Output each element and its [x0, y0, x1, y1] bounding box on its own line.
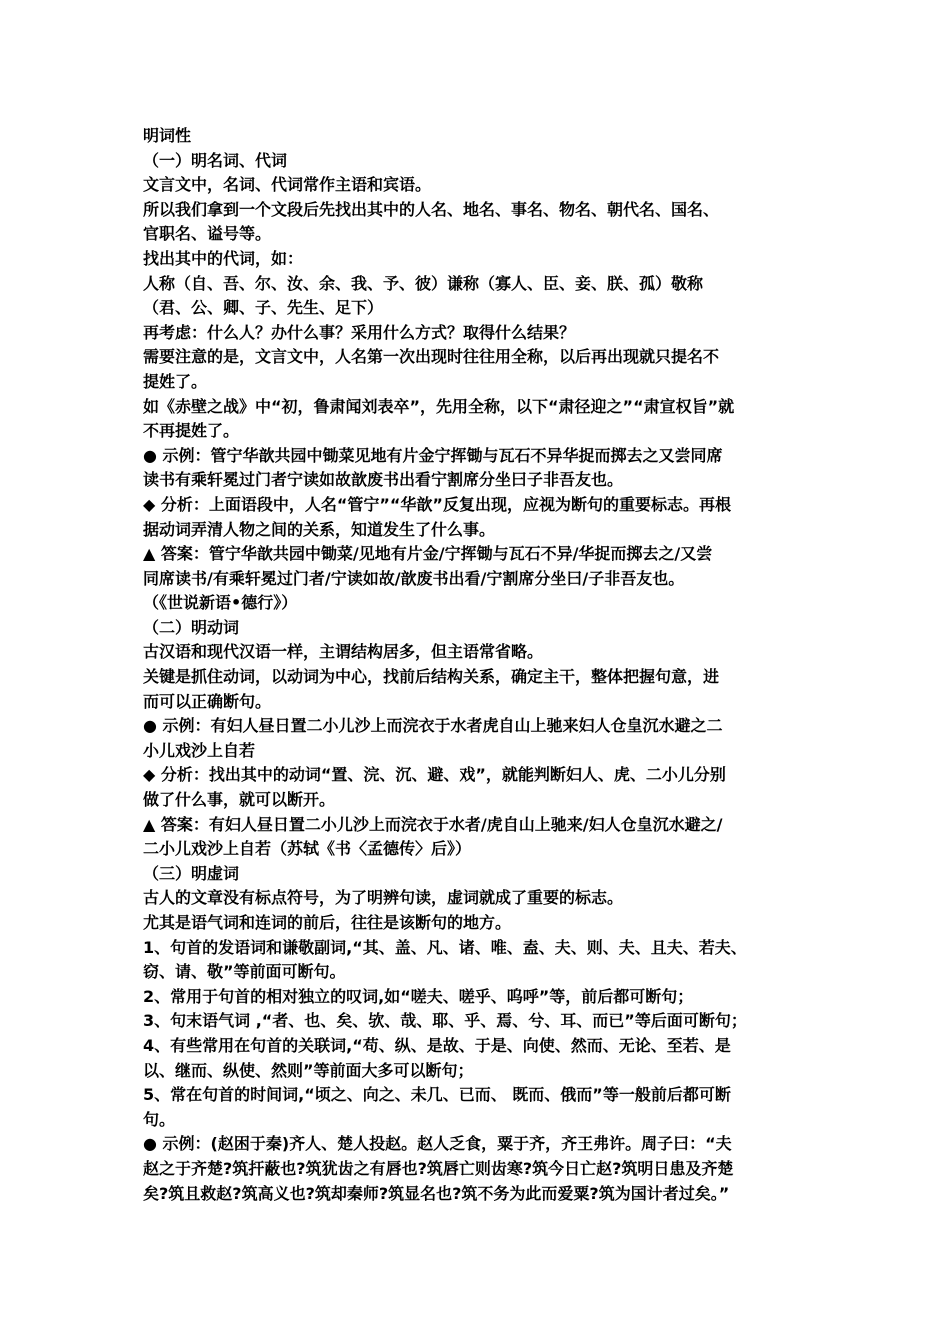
- analysis-line: ◆ 分析：找出其中的动词“置、浣、沉、避、戏”，就能判断妇人、虎、二小儿分别: [143, 765, 726, 785]
- answer-line: 同席读书/有乘轩冕过门者/宁读如故/歆废书出看/宁割席分坐曰/子非吾友也。: [143, 568, 685, 588]
- text-line: 而可以正确断句。: [143, 691, 272, 711]
- text-line: 需要注意的是，文言文中，人名第一次出现时往往用全称，以后再出现就只提名不: [143, 347, 720, 367]
- text-line: （君、公、卿、子、先生、足下）: [143, 298, 384, 318]
- answer-line: ▲ 答案：管宁华歆共园中锄菜/见地有片金/宁挥锄与瓦石不异/华捉而掷去之/又尝: [143, 544, 713, 564]
- list-item: 窃、请、敬”等前面可断句。: [143, 962, 346, 982]
- text-line: 如《赤壁之战》中“初，鲁肃闻刘表卒”，先用全称，以下“肃径迎之”“肃宣权旨”就: [143, 396, 735, 416]
- analysis-line: 据动词弄清人物之间的关系，知道发生了什么事。: [143, 519, 496, 539]
- text-line: 关键是抓住动词，以动词为中心，找前后结构关系，确定主干，整体把握句意，进: [143, 667, 720, 687]
- text-line: 官职名、谥号等。: [143, 224, 272, 244]
- document-page: [143, 124, 819, 1206]
- text-line: 古汉语和现代汉语一样，主谓结构居多，但主语常省略。: [143, 642, 544, 662]
- section-heading-1: （一）明名词、代词: [143, 150, 288, 170]
- section-heading-2: （二）明动词: [143, 617, 240, 637]
- list-item: 1、句首的发语词和谦敬副词,“其、盖、凡、诸、唯、盍、夫、则、夫、且夫、若夫、: [143, 937, 747, 957]
- example-line: ● 示例：(赵困于秦)齐人、楚人投赵。赵人乏食，粟于齐，齐王弗许。周子曰：“夫: [143, 1134, 732, 1154]
- example-line: 小儿戏沙上自若: [143, 740, 256, 760]
- text-line: 古人的文章没有标点符号，为了明辨句读，虚词就成了重要的标志。: [143, 888, 624, 908]
- example-line: 矣?筑且救赵?筑高义也?筑却秦师?筑显名也?筑不务为此而爱粟?筑为国计者过矣。”: [143, 1183, 730, 1203]
- list-item: 3、句末语气词 ,“者、也、矣、欤、哉、耶、乎、焉、兮、耳、而已”等后面可断句；: [143, 1011, 747, 1031]
- example-line: ● 示例：有妇人昼日置二小儿沙上而浣衣于水者虎自山上驰来妇人仓皇沉水避之二: [143, 716, 723, 736]
- text-line: 找出其中的代词，如：: [143, 248, 304, 268]
- doc-title: 明词性: [143, 126, 192, 145]
- text-line: 文言文中，名词、代词常作主语和宾语。: [143, 175, 432, 195]
- list-item: 5、常在句首的时间词,“顷之、向之、未几、已而、 既而、俄而”等一般前后都可断: [143, 1085, 731, 1105]
- list-item: 句。: [143, 1109, 176, 1129]
- list-item: 4、有些常用在句首的关联词,“苟、纵、是故、于是、向使、然而、无论、至若、是: [143, 1035, 731, 1055]
- source-line: （《世说新语•德行》）: [143, 593, 298, 613]
- list-item: 2、常用于句首的相对独立的叹词,如“嗟夫、嗟乎、呜呼”等，前后都可断句；: [143, 986, 694, 1006]
- answer-line: 二小儿戏沙上自若（苏轼《书〈孟德传〉后》）: [143, 839, 472, 859]
- section-heading-3: （三）明虚词: [143, 863, 240, 883]
- text-line: 尤其是语气词和连词的前后，往往是该断句的地方。: [143, 913, 512, 932]
- example-line: 读书有乘轩冕过门者宁读如故歆废书出看宁割席分坐曰子非吾友也。: [143, 470, 624, 490]
- text-line: 人称（自、吾、尔、汝、余、我、予、彼）谦称（寡人、臣、妾、朕、孤）敬称: [143, 273, 704, 293]
- text-line: 提姓了。: [143, 371, 208, 391]
- analysis-line: 做了什么事，就可以断开。: [143, 790, 336, 810]
- list-item: 以、继而、纵使、然则”等前面大多可以断句；: [143, 1060, 474, 1080]
- text-line: 所以我们拿到一个文段后先找出其中的人名、地名、事名、物名、朝代名、国名、: [143, 199, 720, 219]
- example-line: 赵之于齐楚?筑扞蔽也?筑犹齿之有唇也?筑唇亡则齿寒?筑今日亡赵?筑明日患及齐楚: [143, 1158, 734, 1178]
- text-line: 不再提姓了。: [143, 421, 240, 441]
- answer-line: ▲ 答案：有妇人昼日置二小儿沙上而浣衣于水者/虎自山上驰来/妇人仓皇沉水避之/: [143, 814, 723, 834]
- analysis-line: ◆ 分析：上面语段中，人名“管宁”“华歆”反复出现，应视为断句的重要标志。再根: [143, 494, 731, 514]
- example-line: ● 示例：管宁华歆共园中锄菜见地有片金宁挥锄与瓦石不异华捉而掷去之又尝同席: [143, 445, 723, 465]
- text-line: 再考虑：什么人？办什么事？采用什么方式？取得什么结果？: [143, 322, 576, 342]
